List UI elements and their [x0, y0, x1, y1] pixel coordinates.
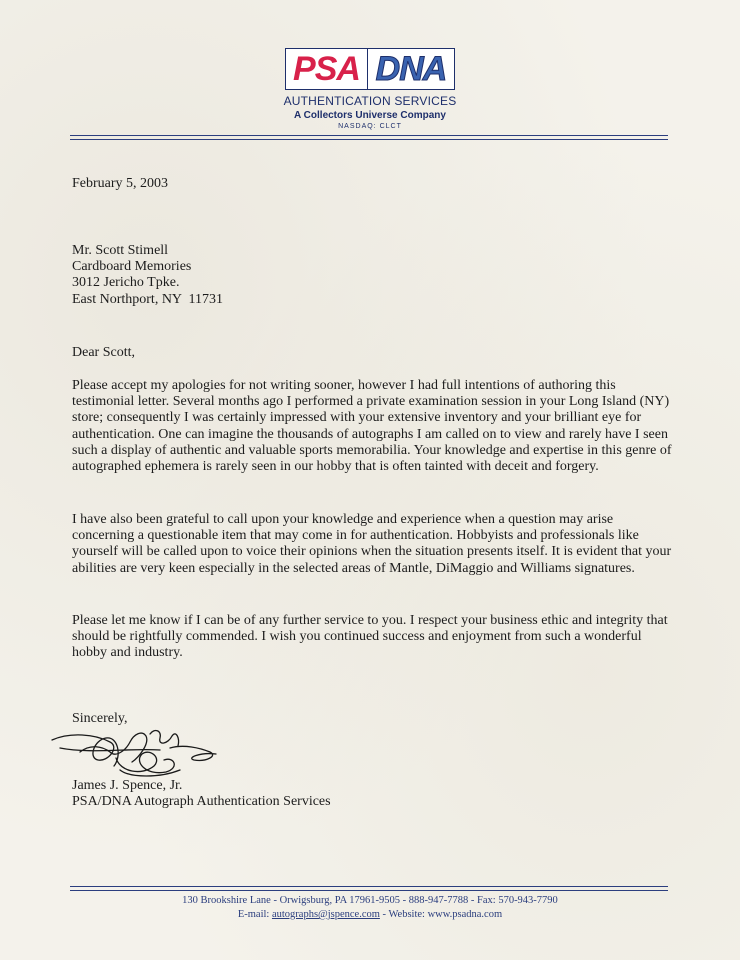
psa-dna-logo [285, 48, 455, 90]
footer-divider [70, 886, 668, 887]
signer-title: PSA/DNA Autograph Authentication Services [72, 794, 331, 810]
recipient-line: Mr. Scott Stimell [72, 243, 169, 258]
body-paragraph-1: Please accept my apologies for not writing sooner, however I had full intentions of authoring this testimonial letter. Several months ago I performed a private examination session in your Long Island (NY) store; consequently I was certainly impressed with your extensive inventory and your brilliant eye for authentication. One can imagine the thousands of autographs I am called on to view and rarely have I seen such a display of authentic and valuable sports memorabilia. Your knowledge and expertise in this genre of autographed ephemera is rarely seen in our hobby that is often tainted with deceit and forgery. [72, 378, 672, 475]
recipient-line: Cardboard Memories [72, 259, 192, 275]
footer-email-link[interactable]: autographs@jspence.com [271, 909, 380, 920]
letterhead-ticker: NASDAQ: CLCT [338, 123, 402, 130]
letter-date: February 5, 2003 [72, 176, 169, 191]
logo-psa-text: PSA [286, 49, 368, 89]
footer-address: 130 Brookshire Lane - Orwigsburg, PA 17961-9505 - 888-947-7788 - Fax: 570-943-7790 [182, 895, 558, 906]
footer-contact [100, 909, 640, 920]
recipient-address [72, 243, 672, 308]
footer-website-label: - Website: [379, 909, 428, 920]
header-divider [70, 135, 668, 136]
footer-divider-secondary [70, 890, 668, 891]
recipient-line: East Northport, NY 11731 [72, 291, 223, 307]
handwritten-signature [50, 722, 220, 780]
body-paragraph-2: I have also been grateful to call upon your knowledge and experience when a question may arise concerning a questionable item that may come in for authentication. Hobbyists and professionals like yourself will be called upon to voice their opinions when the situation presents itself. It is evident that your abilities are very keen especially in the selected areas of Mantle, DiMaggio and Williams signatures. [72, 512, 672, 576]
letterhead-company: A Collectors Universe Company [294, 110, 446, 121]
recipient-line: 3012 Jericho Tpke. [72, 275, 180, 291]
letterhead-subtitle: AUTHENTICATION SERVICES [283, 94, 457, 108]
footer-email-label: E-mail: [237, 909, 272, 920]
closing: Sincerely, [72, 711, 128, 726]
signer-name: James J. Spence, Jr. [72, 778, 183, 793]
header-divider-secondary [70, 139, 668, 140]
signer-block [72, 778, 672, 810]
footer-website-link[interactable]: www.psadna.com [427, 909, 503, 920]
salutation: Dear Scott, [72, 345, 135, 360]
logo-dna-text: DNA [368, 49, 454, 89]
body-paragraph-3: Please let me know if I can be of any further service to you. I respect your business ethic and integrity that should be rightfully commended. I wish you continued success and enjoyment from such a wonderful hobby and industry. [72, 613, 668, 661]
